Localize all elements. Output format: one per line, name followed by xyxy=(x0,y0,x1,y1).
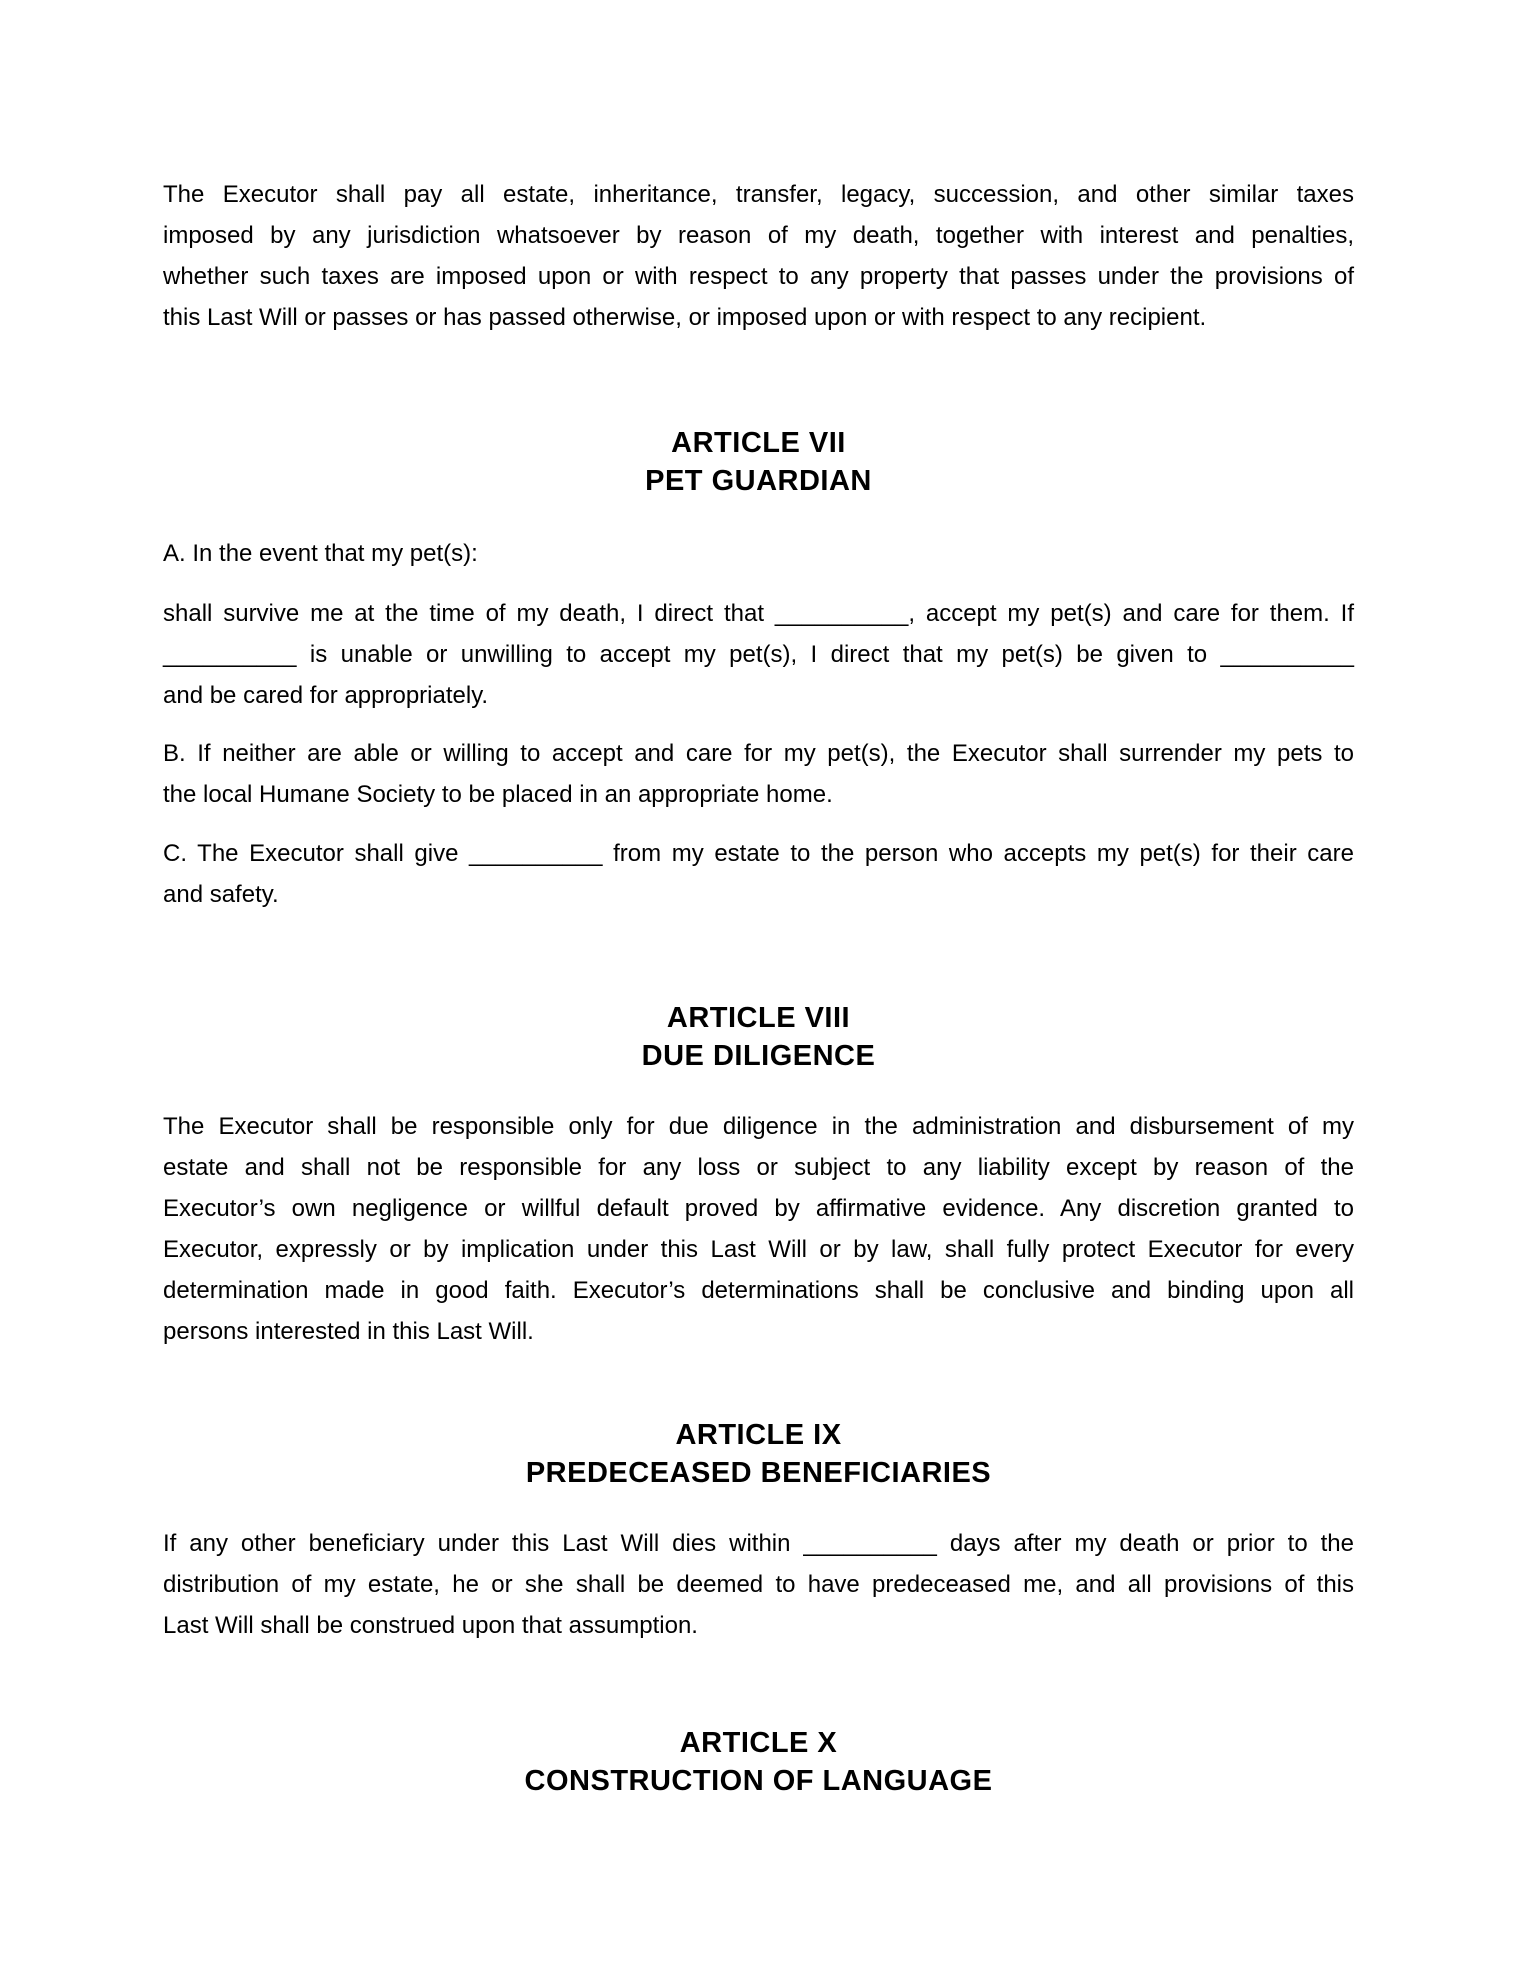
text-line: distribution of my estate, he or she shall be deemed to have predeceased me, and all provisions of this xyxy=(163,1571,1354,1598)
text-line-with-blank: If any other beneficiary under this Last Will dies within __________ days after my death or prior to the xyxy=(163,1530,1354,1557)
text-line: whether such taxes are imposed upon or with respect to any property that passes under the provisions of xyxy=(163,263,1354,290)
article-vii-heading xyxy=(163,424,1354,500)
text-line: estate and shall not be responsible for any loss or subject to any liability except by reason of the xyxy=(163,1154,1354,1181)
text-line: Executor’s own negligence or willful default proved by affirmative evidence. Any discretion granted to xyxy=(163,1195,1354,1222)
clause-a-intro xyxy=(163,533,1354,574)
text-line: Last Will shall be construed upon that assumption. xyxy=(163,1612,698,1639)
text-line: Executor, expressly or by implication under this Last Will or by law, shall fully protect Executor for every xyxy=(163,1236,1354,1263)
text-line-with-blank: C. The Executor shall give __________ from my estate to the person who accepts my pet(s) for their care xyxy=(163,840,1354,867)
article-viii-subtitle: DUE DILIGENCE xyxy=(641,1040,876,1072)
article-viii-heading xyxy=(163,999,1354,1075)
clause-a-body xyxy=(163,593,1354,716)
text-line: persons interested in this Last Will. xyxy=(163,1318,534,1345)
article-ix-subtitle: PREDECEASED BENEFICIARIES xyxy=(525,1457,992,1489)
text-line: determination made in good faith. Executor’s determinations shall be conclusive and binding upon all xyxy=(163,1277,1354,1304)
article-vii-subtitle: PET GUARDIAN xyxy=(645,465,872,497)
predeceased-beneficiaries-paragraph xyxy=(163,1523,1354,1646)
article-ix-title: ARTICLE IX xyxy=(675,1419,842,1451)
clause-b xyxy=(163,733,1354,815)
article-x-heading xyxy=(163,1724,1354,1800)
text-line: and safety. xyxy=(163,881,279,908)
text-line: B. If neither are able or willing to accept and care for my pet(s), the Executor shall surrender my pets to xyxy=(163,740,1354,767)
article-ix-heading xyxy=(163,1416,1354,1492)
article-x-subtitle: CONSTRUCTION OF LANGUAGE xyxy=(524,1765,993,1797)
text-line: imposed by any jurisdiction whatsoever by reason of my death, together with interest and penalties, xyxy=(163,222,1354,249)
text-line: A. In the event that my pet(s): xyxy=(163,540,478,567)
text-line: The Executor shall be responsible only for due diligence in the administration and disbursement of my xyxy=(163,1113,1354,1140)
due-diligence-paragraph xyxy=(163,1106,1354,1352)
clause-c xyxy=(163,833,1354,915)
article-vii-title: ARTICLE VII xyxy=(671,427,846,459)
text-line: The Executor shall pay all estate, inheritance, transfer, legacy, succession, and other similar taxes xyxy=(163,181,1354,208)
text-line: this Last Will or passes or has passed otherwise, or imposed upon or with respect to any recipient. xyxy=(163,304,1207,331)
text-line-with-blank: __________ is unable or unwilling to accept my pet(s), I direct that my pet(s) be given to __________ xyxy=(163,641,1354,668)
article-x-title: ARTICLE X xyxy=(679,1727,838,1759)
taxes-paragraph xyxy=(163,174,1354,338)
text-line: and be cared for appropriately. xyxy=(163,682,489,709)
text-line: the local Humane Society to be placed in an appropriate home. xyxy=(163,781,833,808)
article-viii-title: ARTICLE VIII xyxy=(666,1002,851,1034)
text-line-with-blank: shall survive me at the time of my death, I direct that __________, accept my pet(s) and care for them. If xyxy=(163,600,1354,627)
